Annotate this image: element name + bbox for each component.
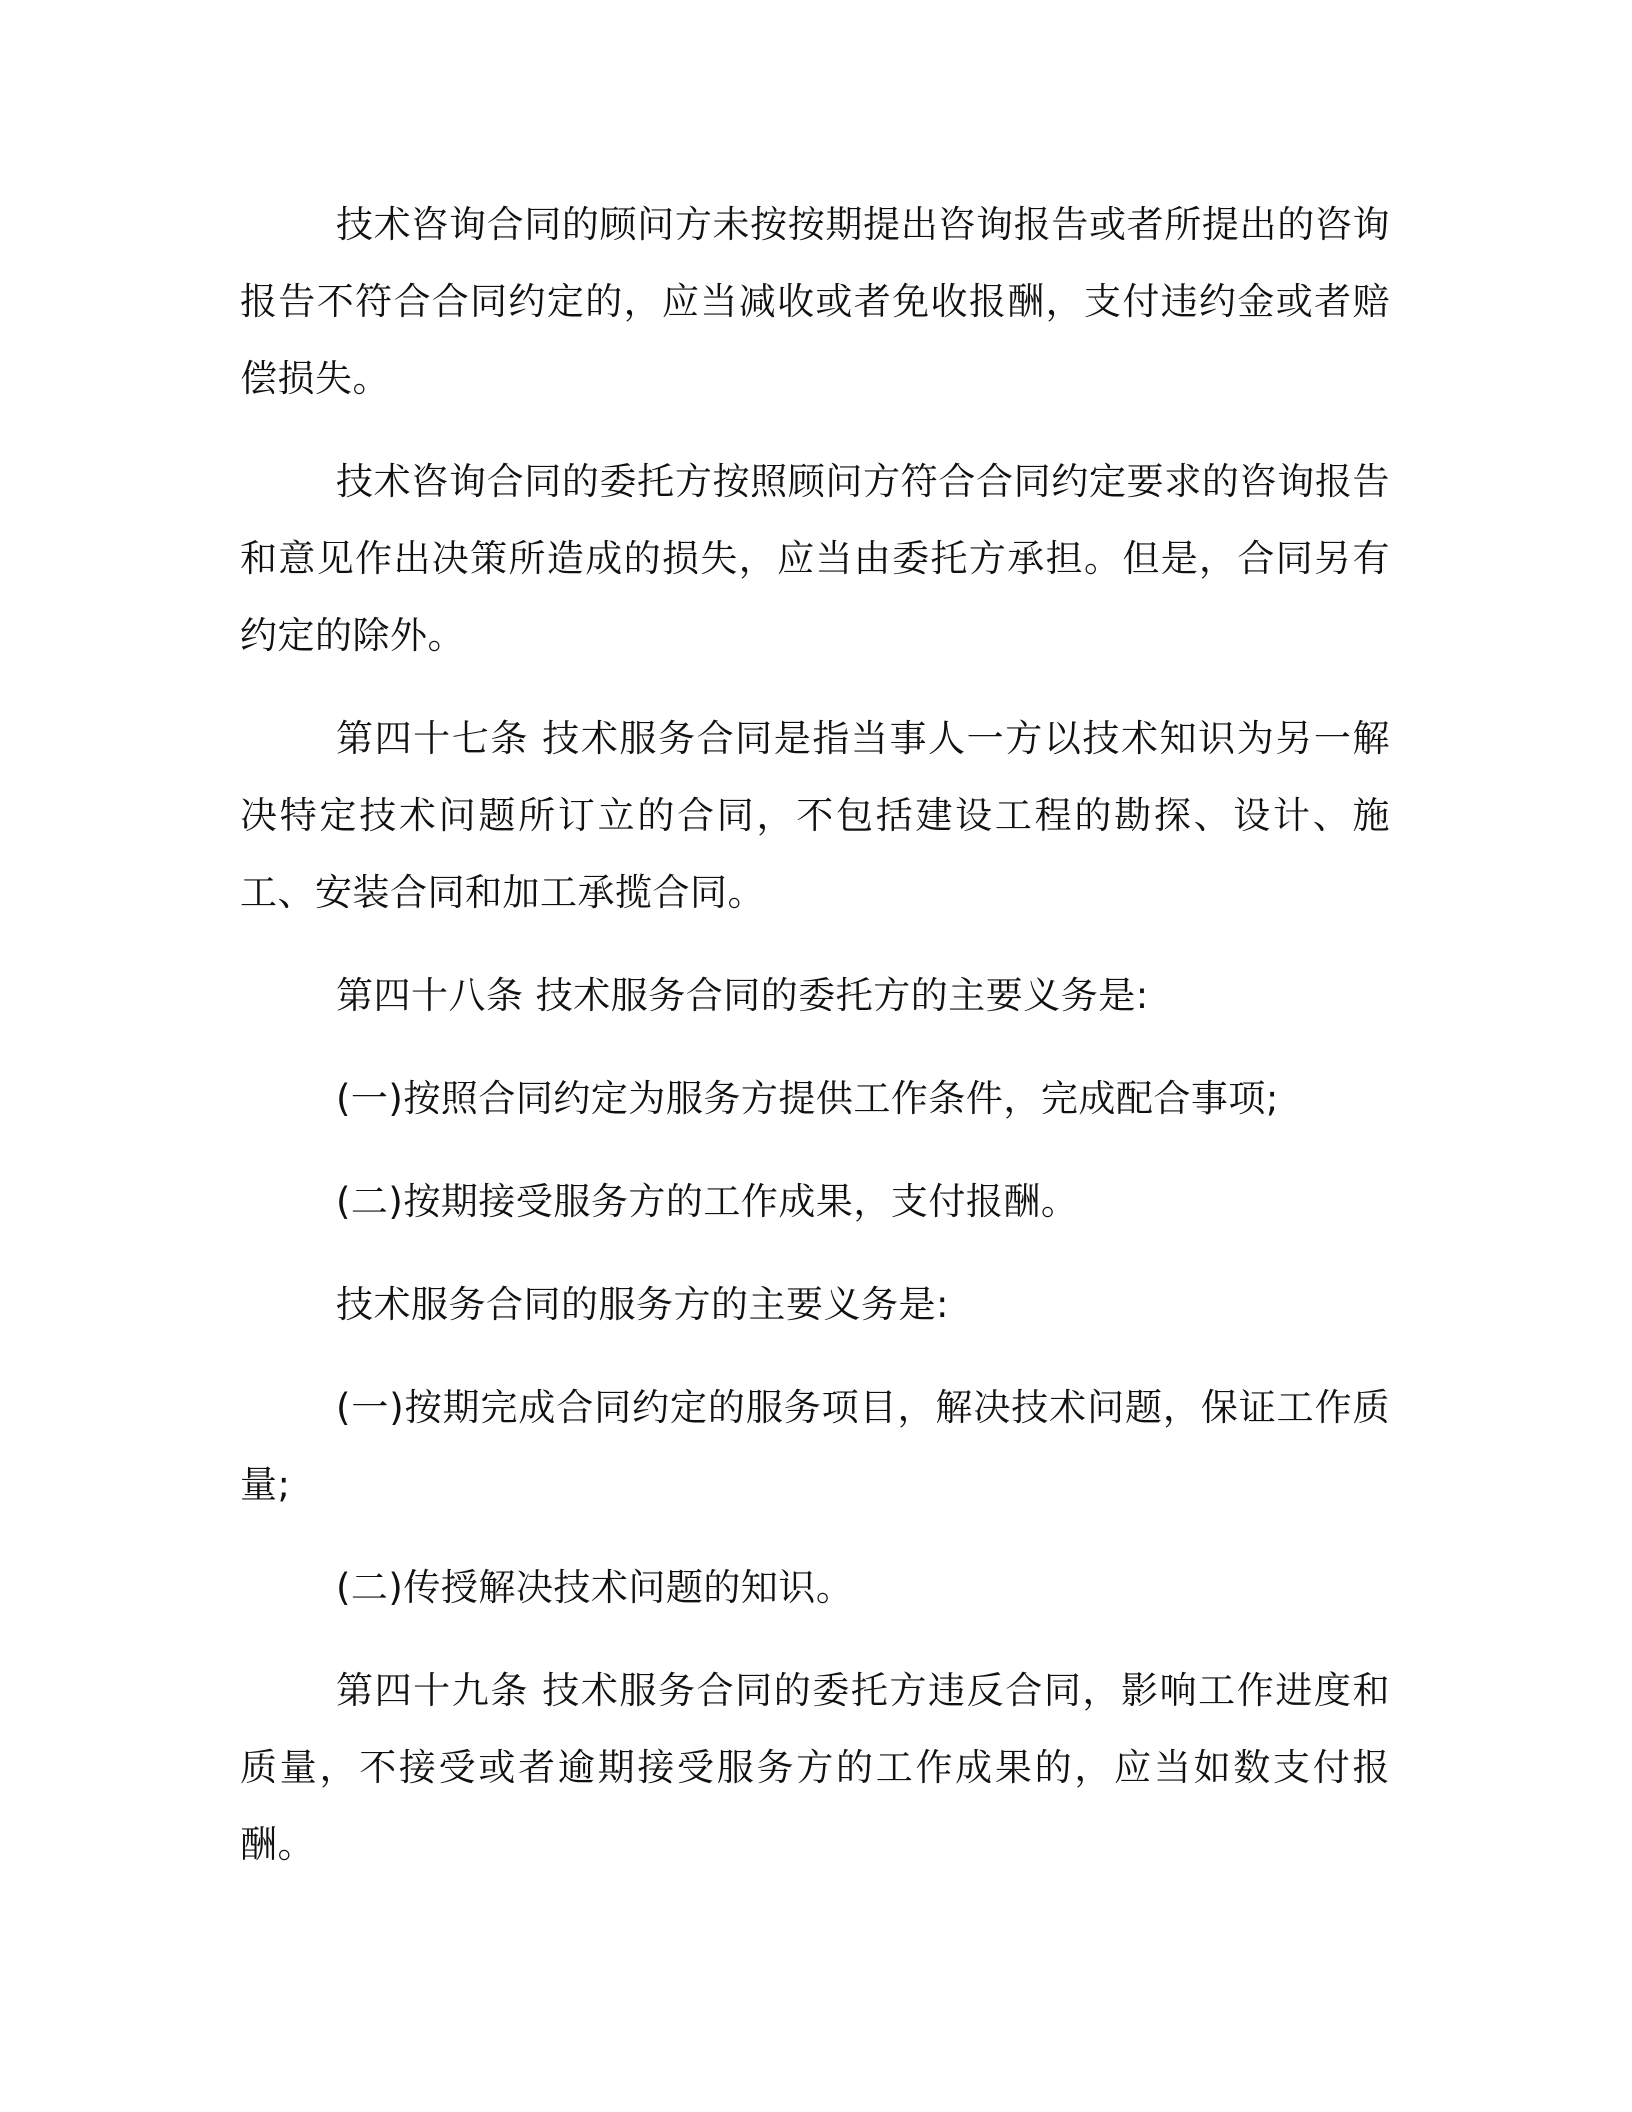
paragraph-service-provider-duties: 技术服务合同的服务方的主要义务是: — [336, 1283, 949, 1326]
paragraph-client-decision-loss: 技术咨询合同的委托方按照顾问方符合合同约定要求的咨询报告和意见作出决策所造成的损失，应当由委托方承担。但是，合同另有约定的除外。 — [240, 460, 1390, 657]
document-body — [240, 186, 1390, 1909]
paragraph-consultant-breach: 技术咨询合同的顾问方未按按期提出咨询报告或者所提出的咨询报告不符合合同约定的，应当减收或者免收报酬，支付违约金或者赔偿损失。 — [240, 203, 1390, 400]
paragraph-article-49: 第四十九条 技术服务合同的委托方违反合同，影响工作进度和质量，不接受或者逾期接受服务方的工作成果的，应当如数支付报酬。 — [240, 1669, 1390, 1866]
paragraph-service-provider-item-2: (二)传授解决技术问题的知识。 — [336, 1566, 854, 1609]
paragraph-article-48-item-1: (一)按照合同约定为服务方提供工作条件，完成配合事项; — [336, 1077, 1279, 1120]
paragraph-article-48-item-2: (二)按期接受服务方的工作成果，支付报酬。 — [336, 1180, 1079, 1223]
paragraph-service-provider-item-1: (一)按期完成合同约定的服务项目，解决技术问题，保证工作质量; — [240, 1386, 1390, 1506]
paragraph-article-47: 第四十七条 技术服务合同是指当事人一方以技术知识为另一解决特定技术问题所订立的合同，不包括建设工程的勘探、设计、施工、安装合同和加工承揽合同。 — [240, 717, 1390, 914]
paragraph-article-48: 第四十八条 技术服务合同的委托方的主要义务是: — [336, 974, 1149, 1017]
